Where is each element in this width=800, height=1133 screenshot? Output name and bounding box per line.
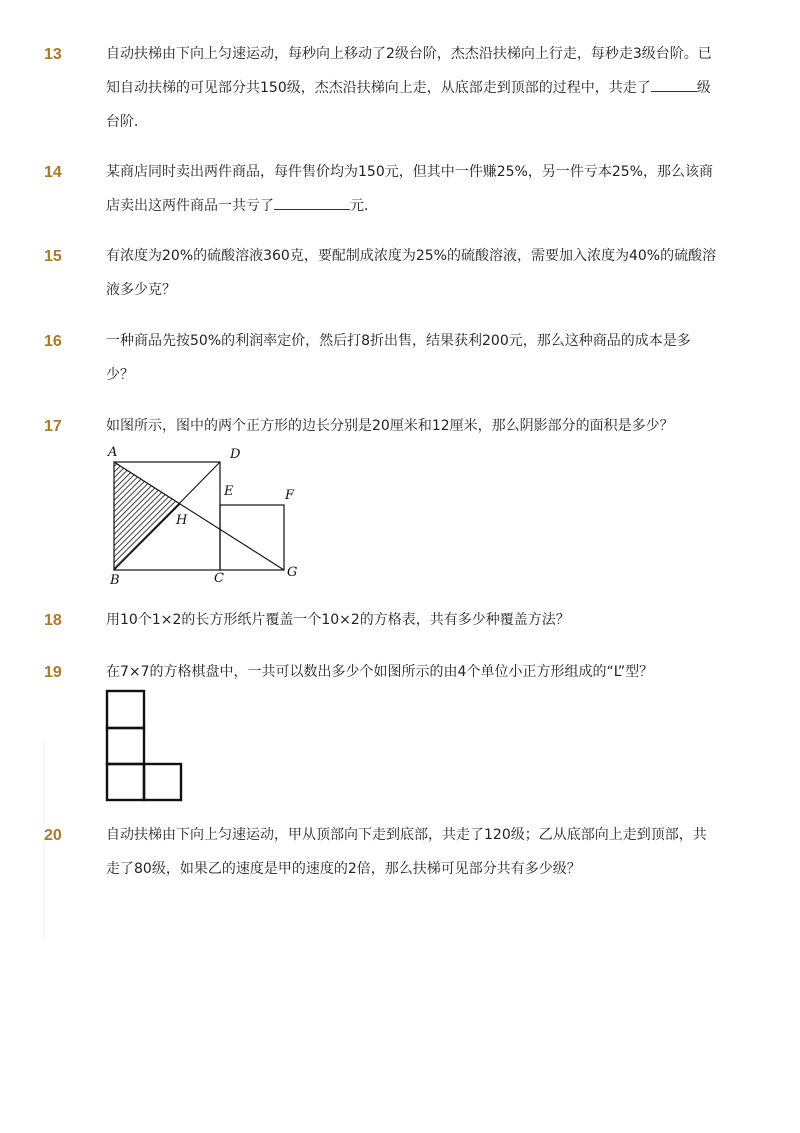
question-text: 如图所示，图中的两个正方形的边长分别是20厘米和12厘米，那么阴影部分的面积是多少？	[106, 418, 674, 434]
question-number: 19	[44, 664, 62, 681]
question-text: 自动扶梯由下向上匀速运动，每秒向上移动了2级台阶，杰杰沿扶梯向上行走，每秒走3级台阶。已知自动扶梯的可见部分共150级，杰杰沿扶梯向上走，从底部走到顶部的过程中，共走了 级台阶．	[106, 46, 712, 130]
small-square	[220, 505, 284, 570]
question-text: 某商店同时卖出两件商品，每件售价均为150元，但其中一件赚25%，另一件亏本25%，那么该商店卖出这两件商品一共亏了 元．	[106, 164, 713, 214]
answer-blank	[651, 75, 697, 92]
question-number: 16	[44, 333, 62, 350]
question-number: 15	[44, 248, 62, 265]
question-number: 17	[44, 418, 62, 435]
shaded-triangle	[114, 462, 180, 570]
question-text: 一种商品先按50%的利润率定价，然后打8折出售，结果获利200元，那么这种商品的成本是多少？	[106, 333, 691, 383]
label-c: C	[214, 571, 224, 586]
square-figure	[104, 442, 304, 588]
l-shape-figure	[104, 688, 186, 804]
label-b: B	[110, 573, 120, 588]
label-g: G	[287, 565, 298, 580]
question-text: 在7×7的方格棋盘中，一共可以数出多少个如图所示的由4个单位小正方形组成的“L”型？	[106, 664, 654, 680]
question-number: 13	[44, 46, 62, 63]
label-e: E	[224, 484, 234, 499]
label-h: H	[176, 513, 188, 528]
question-number: 14	[44, 164, 62, 181]
question-text: 自动扶梯由下向上匀速运动，甲从顶部向下走到底部，共走了120级；乙从底部向上走到顶部，共走了80级，如果乙的速度是甲的速度的2倍，那么扶梯可见部分共有多少级？	[106, 827, 707, 877]
label-d: D	[230, 447, 241, 462]
answer-blank	[274, 193, 350, 210]
question-number: 18	[44, 612, 62, 629]
question-text: 用10个1×2的长方形纸片覆盖一个10×2的方格表，共有多少种覆盖方法？	[106, 612, 570, 628]
question-text: 有浓度为20%的硫酸溶液360克，要配制成浓度为25%的硫酸溶液，需要加入浓度为40%的硫酸溶液多少克？	[106, 248, 717, 298]
label-a: A	[108, 445, 118, 460]
label-f: F	[285, 488, 295, 503]
question-number: 20	[44, 827, 62, 844]
